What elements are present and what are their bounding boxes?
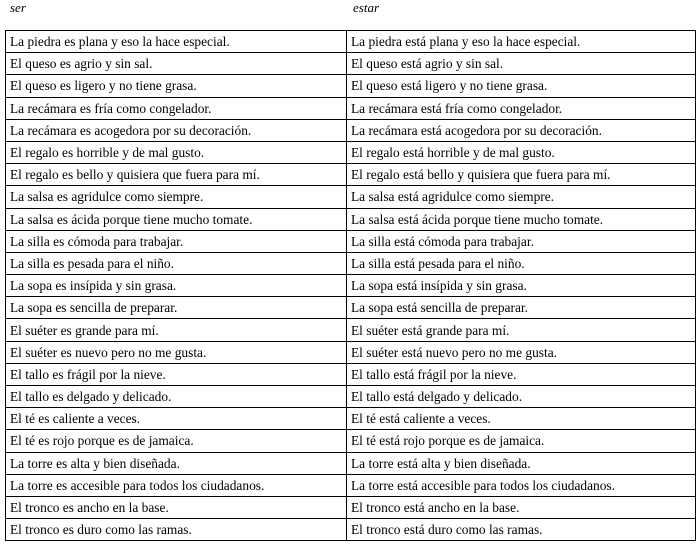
table-row: [6, 474, 696, 496]
cell-estar-sentence: El suéter está grande para mí.: [347, 319, 696, 341]
cell-ser-sentence: El regalo es horrible y de mal gusto.: [6, 141, 347, 163]
cell-ser-sentence: El té es caliente a veces.: [6, 408, 347, 430]
cell-estar-sentence: La salsa está agridulce como siempre.: [347, 186, 696, 208]
table-row: [6, 252, 696, 274]
cell-ser-sentence: La torre es alta y bien diseñada.: [6, 452, 347, 474]
table-body: [6, 31, 696, 541]
cell-ser-sentence: El queso es agrio y sin sal.: [6, 53, 347, 75]
cell-ser-sentence: El queso es ligero y no tiene grasa.: [6, 75, 347, 97]
cell-estar-sentence: La recámara está fría como congelador.: [347, 97, 696, 119]
cell-estar-sentence: La silla está pesada para el niño.: [347, 252, 696, 274]
cell-estar-sentence: El suéter está nuevo pero no me gusta.: [347, 341, 696, 363]
cell-ser-sentence: El tallo es frágil por la nieve.: [6, 363, 347, 385]
ser-estar-table: [5, 30, 696, 541]
cell-estar-sentence: El té está caliente a veces.: [347, 408, 696, 430]
cell-ser-sentence: La silla es cómoda para trabajar.: [6, 230, 347, 252]
table-row: [6, 297, 696, 319]
table-row: [6, 141, 696, 163]
cell-ser-sentence: La silla es pesada para el niño.: [6, 252, 347, 274]
cell-ser-sentence: El tronco es duro como las ramas.: [6, 519, 347, 541]
table-row: [6, 275, 696, 297]
table-row: [6, 53, 696, 75]
column-headers: [0, 0, 699, 22]
table-row: [6, 386, 696, 408]
table-row: [6, 452, 696, 474]
cell-estar-sentence: El té está rojo porque es de jamaica.: [347, 430, 696, 452]
table-row: [6, 97, 696, 119]
cell-estar-sentence: La torre está accesible para todos los ciudadanos.: [347, 474, 696, 496]
cell-ser-sentence: La sopa es insípida y sin grasa.: [6, 275, 347, 297]
table-row: [6, 430, 696, 452]
table-row: [6, 186, 696, 208]
table-row: [6, 519, 696, 541]
table-row: [6, 119, 696, 141]
cell-ser-sentence: El tronco es ancho en la base.: [6, 496, 347, 518]
cell-estar-sentence: La sopa está insípida y sin grasa.: [347, 275, 696, 297]
header-estar: estar: [353, 0, 379, 15]
cell-ser-sentence: La sopa es sencilla de preparar.: [6, 297, 347, 319]
cell-ser-sentence: El té es rojo porque es de jamaica.: [6, 430, 347, 452]
table-row: [6, 164, 696, 186]
cell-estar-sentence: El queso está agrio y sin sal.: [347, 53, 696, 75]
cell-estar-sentence: El tallo está frágil por la nieve.: [347, 363, 696, 385]
cell-estar-sentence: La salsa está ácida porque tiene mucho tomate.: [347, 208, 696, 230]
cell-ser-sentence: La salsa es ácida porque tiene mucho tomate.: [6, 208, 347, 230]
cell-ser-sentence: La recámara es acogedora por su decoración.: [6, 119, 347, 141]
table-row: [6, 496, 696, 518]
cell-estar-sentence: El queso está ligero y no tiene grasa.: [347, 75, 696, 97]
cell-estar-sentence: El regalo está horrible y de mal gusto.: [347, 141, 696, 163]
cell-estar-sentence: La silla está cómoda para trabajar.: [347, 230, 696, 252]
table-row: [6, 408, 696, 430]
cell-estar-sentence: La recámara está acogedora por su decoración.: [347, 119, 696, 141]
table-row: [6, 230, 696, 252]
cell-estar-sentence: La torre está alta y bien diseñada.: [347, 452, 696, 474]
cell-estar-sentence: El tronco está ancho en la base.: [347, 496, 696, 518]
table-row: [6, 208, 696, 230]
header-ser: ser: [10, 0, 26, 15]
table-row: [6, 363, 696, 385]
cell-ser-sentence: El regalo es bello y quisiera que fuera para mí.: [6, 164, 347, 186]
cell-ser-sentence: El suéter es nuevo pero no me gusta.: [6, 341, 347, 363]
cell-ser-sentence: La salsa es agridulce como siempre.: [6, 186, 347, 208]
table-row: [6, 31, 696, 53]
cell-estar-sentence: La sopa está sencilla de preparar.: [347, 297, 696, 319]
table-row: [6, 75, 696, 97]
cell-ser-sentence: El suéter es grande para mí.: [6, 319, 347, 341]
cell-ser-sentence: La piedra es plana y eso la hace especial.: [6, 31, 347, 53]
cell-ser-sentence: El tallo es delgado y delicado.: [6, 386, 347, 408]
cell-estar-sentence: La piedra está plana y eso la hace especial.: [347, 31, 696, 53]
cell-estar-sentence: El regalo está bello y quisiera que fuera para mí.: [347, 164, 696, 186]
cell-estar-sentence: El tronco está duro como las ramas.: [347, 519, 696, 541]
table-row: [6, 341, 696, 363]
cell-ser-sentence: La recámara es fría como congelador.: [6, 97, 347, 119]
cell-ser-sentence: La torre es accesible para todos los ciudadanos.: [6, 474, 347, 496]
cell-estar-sentence: El tallo está delgado y delicado.: [347, 386, 696, 408]
table-row: [6, 319, 696, 341]
